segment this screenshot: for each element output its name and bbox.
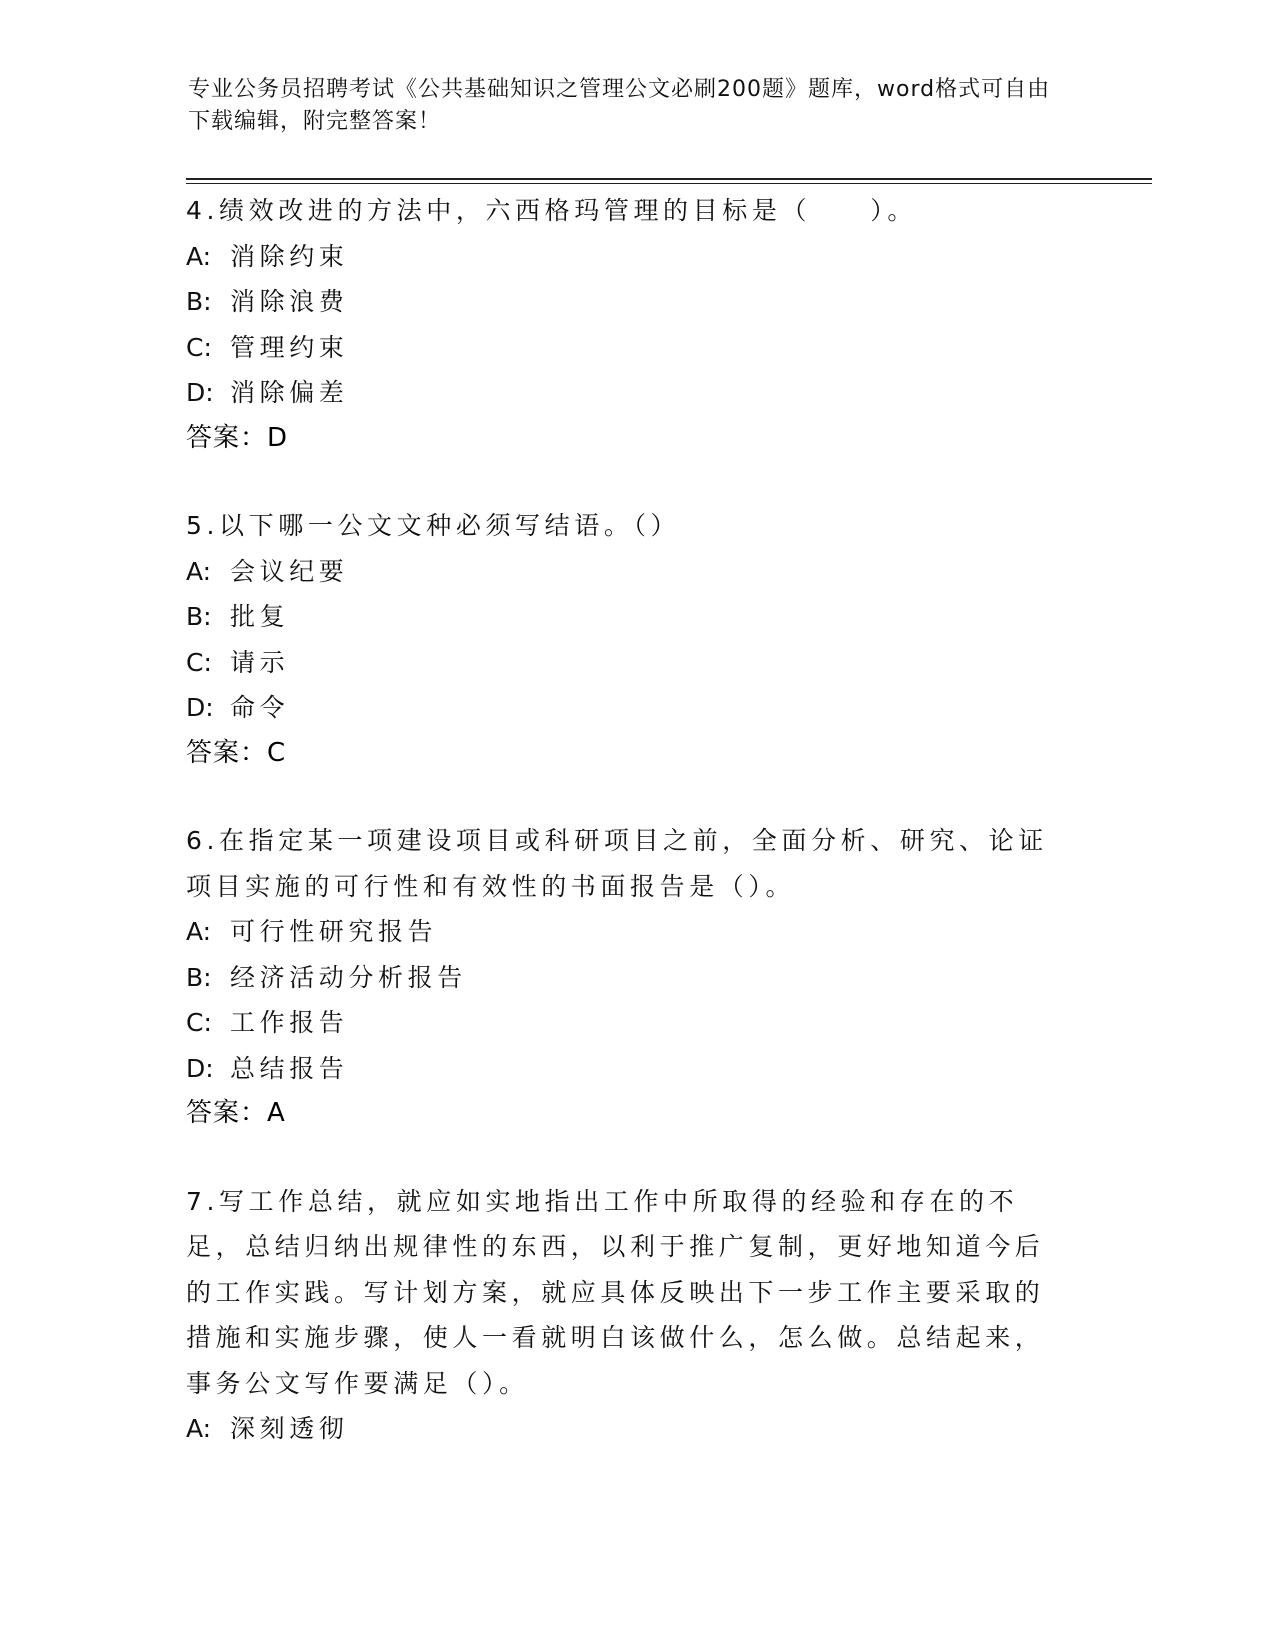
option-text: 消除浪费 [230, 287, 349, 316]
option-c [186, 325, 1066, 371]
option-letter: D: [186, 1053, 214, 1083]
question-text: 4.绩效改进的方法中，六西格玛管理的目标是（ ）。 [186, 196, 917, 225]
option-text: 会议纪要 [230, 556, 349, 586]
option-text: 深刻透彻 [230, 1414, 349, 1443]
question-5 [186, 503, 1066, 776]
option-letter: B: [186, 287, 212, 316]
option-a [186, 909, 1066, 955]
option-c [186, 1000, 1066, 1046]
option-letter: B: [186, 602, 212, 631]
option-letter: A: [186, 556, 212, 586]
option-text: 批复 [230, 602, 290, 631]
option-a [186, 234, 1066, 280]
question-6 [186, 818, 1066, 1137]
option-letter: D: [186, 693, 214, 722]
option-letter: A: [186, 917, 212, 946]
header-divider [186, 178, 1152, 184]
answer-text: 答案：A [186, 1098, 286, 1128]
question-7 [186, 1179, 1066, 1452]
question-text: 7.写工作总结，就应如实地指出工作中所取得的经验和存在的不足，总结归纳出规律性的东西，以利于推广复制，更好地知道今后的工作实践。写计划方案，就应具体反映出下一步工作主要采取的措施和实施步骤，使人一看就明白该做什么，怎么做。总结起来，事务公文写作要满足（）。 [186, 1186, 1045, 1398]
option-text: 消除约束 [230, 241, 349, 271]
option-a [186, 549, 1066, 595]
option-letter: A: [186, 1414, 212, 1443]
answer-text: 答案：D [186, 422, 289, 453]
option-letter: B: [186, 962, 212, 992]
option-text: 经济活动分析报告 [230, 962, 467, 992]
question-text: 6.在指定某一项建设项目或科研项目之前，全面分析、研究、论证项目实施的可行性和有效性的书面报告是（）。 [186, 826, 1048, 901]
option-text: 工作报告 [230, 1008, 349, 1037]
option-text: 总结报告 [230, 1053, 349, 1083]
option-letter: C: [186, 647, 212, 677]
document-header: 专业公务员招聘考试《公共基础知识之管理公文必刷200题》题库，word格式可自由下载编辑，附完整答案！ [188, 77, 1051, 134]
option-letter: A: [186, 241, 212, 271]
option-b [186, 279, 1066, 325]
option-b [186, 594, 1066, 640]
question-text: 5.以下哪一公文文种必须写结语。（） [186, 511, 681, 540]
option-letter: D: [186, 378, 214, 407]
option-d [186, 370, 1066, 416]
option-c [186, 640, 1066, 686]
option-text: 消除偏差 [230, 378, 349, 407]
option-text: 管理约束 [230, 332, 349, 362]
option-d [186, 1046, 1066, 1092]
option-letter: C: [186, 1008, 212, 1037]
question-list [186, 188, 1066, 1494]
answer-text: 答案：C [186, 737, 287, 768]
option-text: 可行性研究报告 [230, 917, 438, 946]
option-text: 命令 [230, 693, 290, 722]
option-letter: C: [186, 332, 212, 362]
option-text: 请示 [230, 647, 290, 677]
option-b [186, 955, 1066, 1001]
option-a [186, 1406, 1066, 1452]
option-d [186, 685, 1066, 731]
question-4 [186, 188, 1066, 461]
